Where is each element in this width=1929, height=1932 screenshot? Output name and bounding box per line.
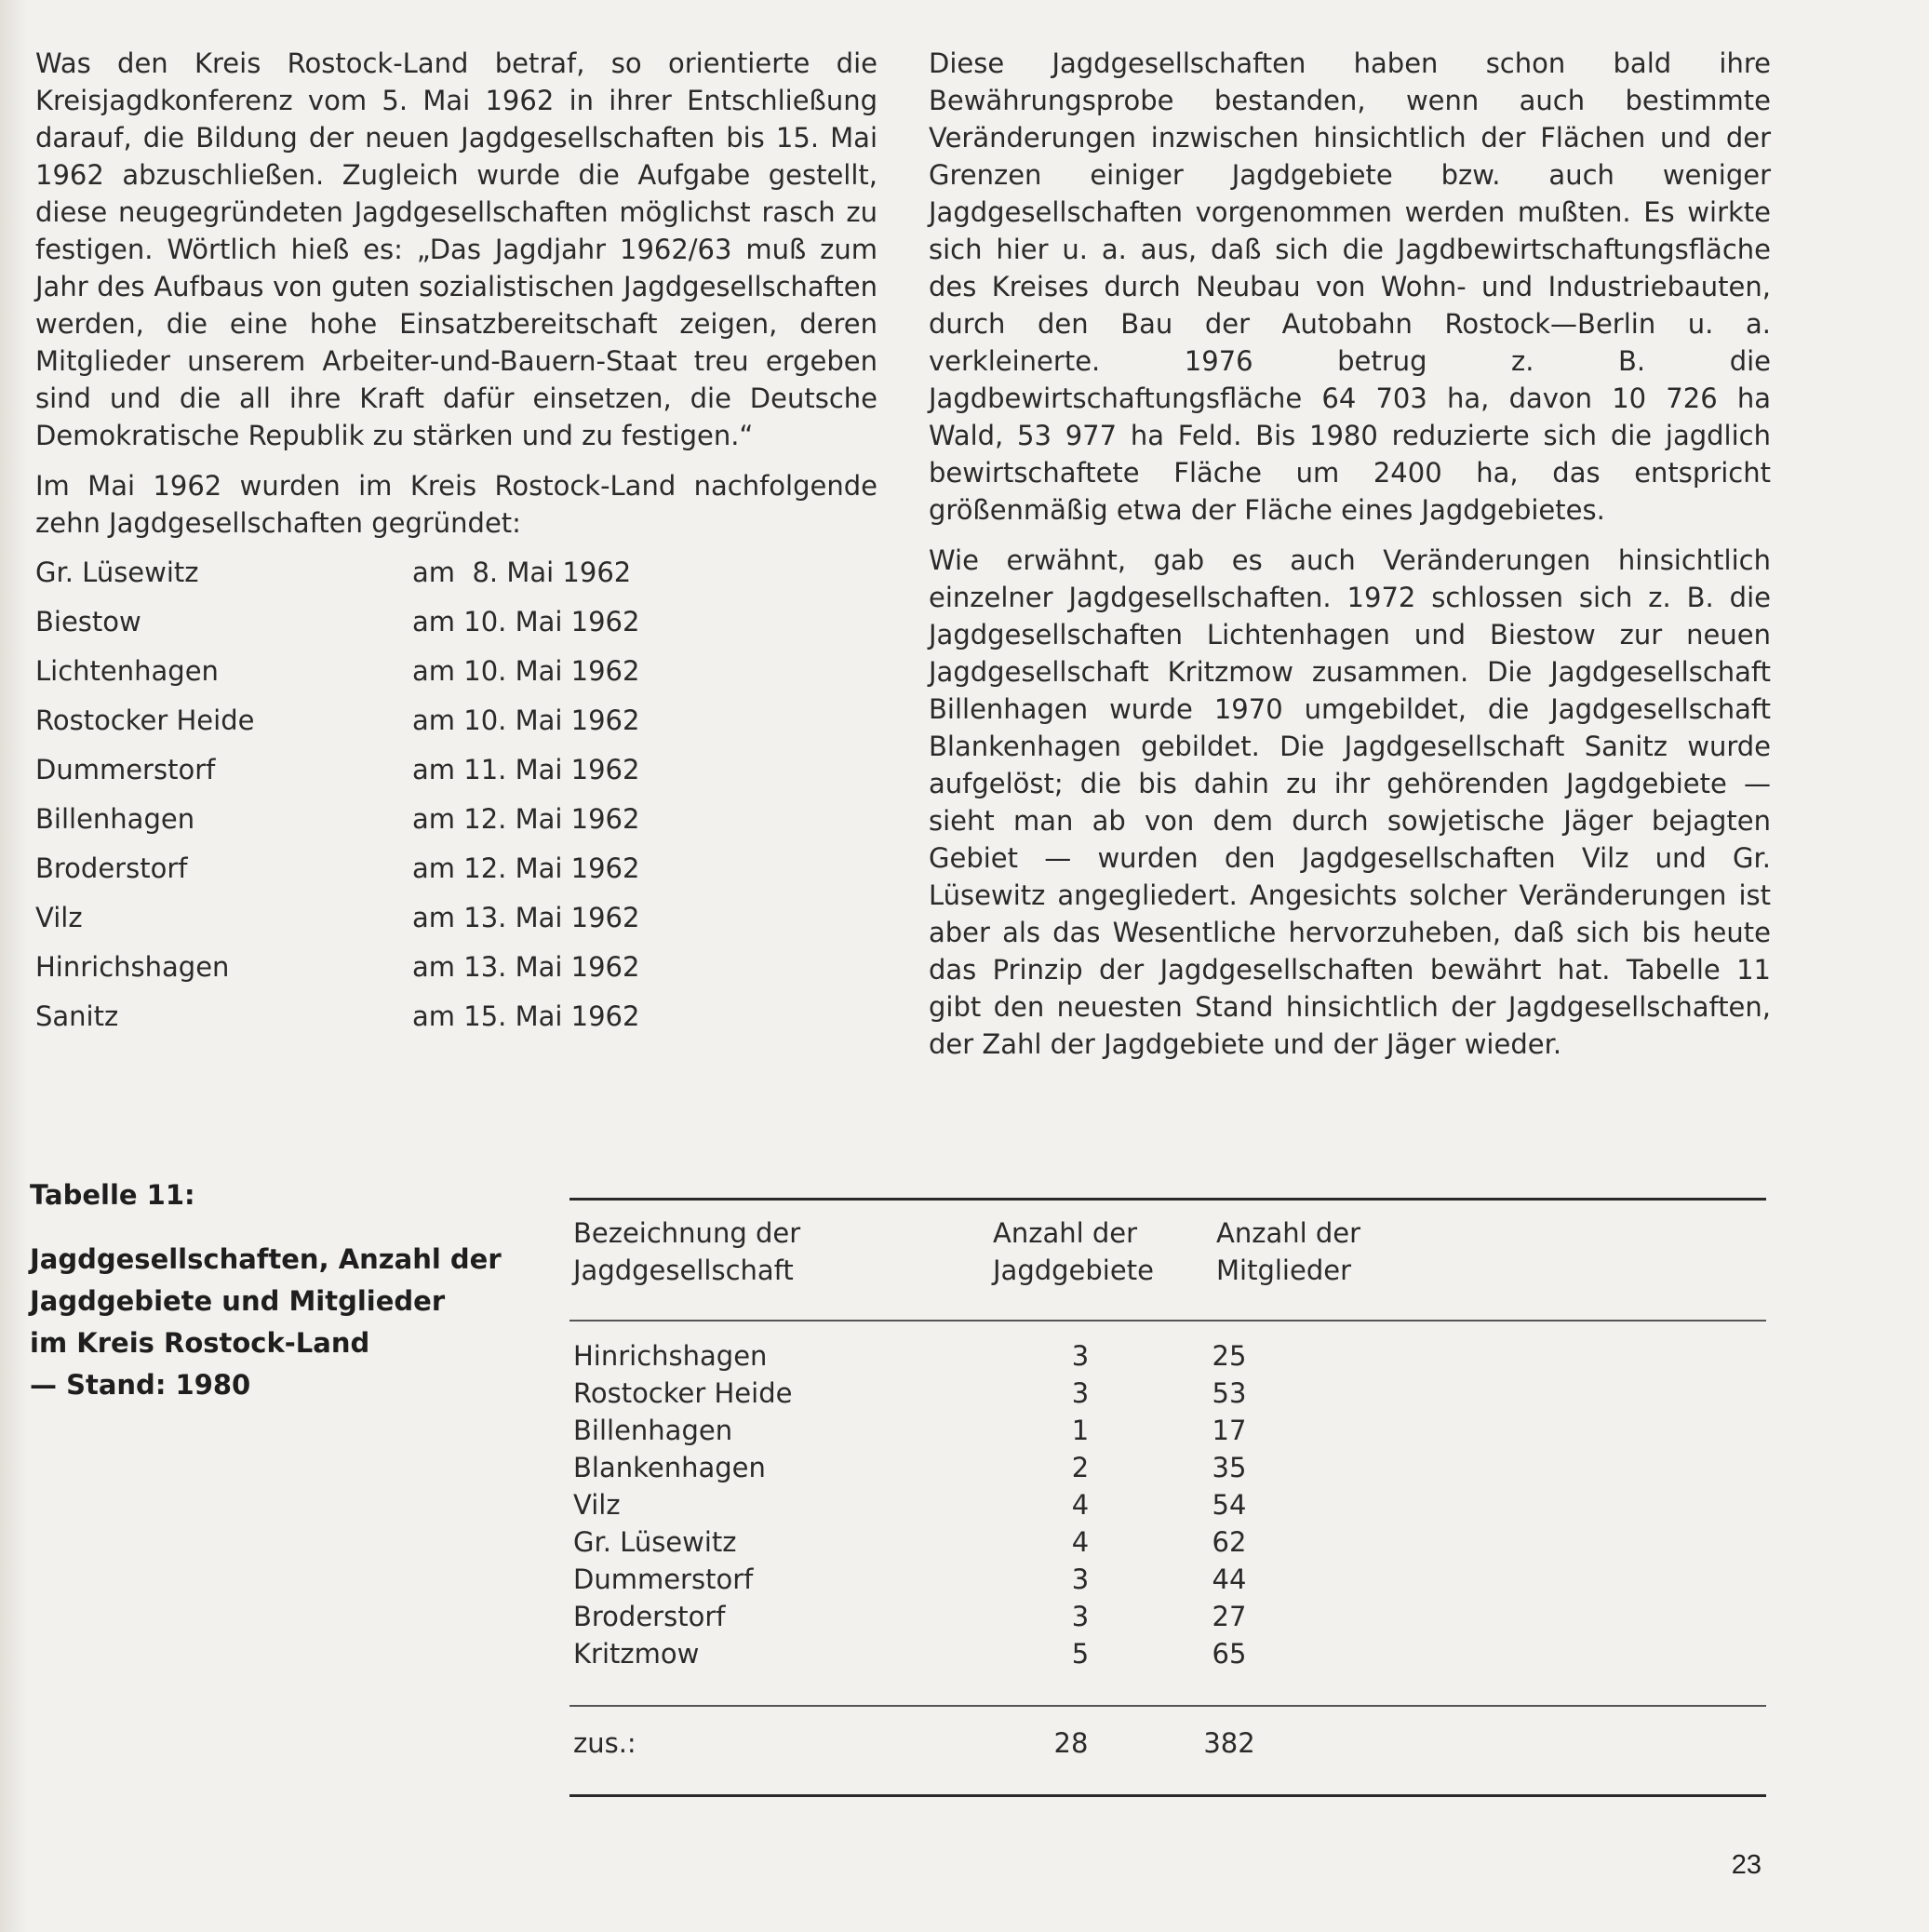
cell-name: Kritzmow: [573, 1638, 700, 1670]
cell-name: Billenhagen: [573, 1415, 733, 1446]
founding-date: am 10. Mai 1962: [412, 654, 640, 687]
table-row: [569, 1598, 1766, 1635]
table-label: Tabelle 11:: [30, 1179, 195, 1211]
right-paragraph-2: Wie erwähnt, gab es auch Veränderungen hinsichtlich einzelner Jagdgesellschaften. 1972 schlossen sich z. B. die Jagdgesellschaften Lichtenhagen und Biestow zur neuen Jagdgesellschaft Kritzmow zusammen. Die Jagdgesellschaft Billenhagen wurde 1970 umgebildet, die Jagdgesellschaft Blankenhagen gebildet. Die Jagdgesellschaft Sanitz wurde aufgelöst; die bis dahin zu ihr gehörenden Jagdgebiete — sieht man ab von dem durch sowjetische Jäger bejagten Gebiet — wurden den Jagdgesellschaften Vilz und Gr. Lüsewitz angegliedert. Angesichts solcher Veränderungen ist aber als das Wesentliche hervorzuheben, daß sich bis heute das Prinzip der Jagdgesellschaften bewährt hat. Tabelle 11 gibt den neuesten Stand hinsichtlich der Jagdgesellschaften, der Zahl der Jagdgebiete und der Jäger wieder.: [929, 544, 1771, 1060]
total-mitglieder: 382: [1203, 1727, 1255, 1759]
founding-name: Rostocker Heide: [35, 704, 255, 736]
table-row: [569, 1337, 1766, 1375]
cell-gebiete: 3: [1071, 1340, 1090, 1372]
table-row: [569, 1561, 1766, 1598]
table-row: [569, 1375, 1766, 1412]
cell-mitglieder: 25: [1212, 1340, 1247, 1372]
cell-name: Vilz: [573, 1489, 621, 1521]
left-paragraph-1: Was den Kreis Rostock-Land betraf, so orientierte die Kreisjagdkonferenz vom 5. Mai 1962 in ihrer Entschließung darauf, die Bildung der neuen Jagdgesellschaften bis 15. Mai 1962 abzuschließen. Zugleich wurde die Aufgabe gestellt, diese neugegründeten Jagdgesellschaften möglichst rasch zu festigen. Wörtlich hieß es: „Das Jagdjahr 1962/63 muß zum Jahr des Aufbaus von guten sozialistischen Jagdgesellschaften werden, die eine hohe Einsatzbereitschaft zeigen, deren Mitglieder unserem Arbeiter-und-Bauern-Staat treu ergeben sind und die all ihre Kraft dafür einsetzen, die Deutsche Demokratische Republik zu stärken und zu festigen.“: [35, 47, 877, 451]
cell-name: Broderstorf: [573, 1601, 726, 1632]
table-row: [569, 1486, 1766, 1523]
founding-name: Dummerstorf: [35, 753, 216, 785]
table-title-line: im Kreis Rostock-Land: [30, 1327, 370, 1359]
cell-mitglieder: 54: [1212, 1489, 1247, 1521]
table-caption: [30, 1174, 523, 1406]
cell-gebiete: 3: [1071, 1563, 1090, 1595]
table-row: [569, 1635, 1766, 1672]
cell-gebiete: 3: [1071, 1377, 1090, 1409]
table-row: [569, 1523, 1766, 1561]
cell-mitglieder: 27: [1212, 1601, 1247, 1632]
right-column: [929, 45, 1771, 1063]
founding-date: am 13. Mai 1962: [412, 901, 640, 933]
cell-gebiete: 5: [1071, 1638, 1090, 1670]
table-total-row: [569, 1724, 1766, 1762]
founding-date: am 13. Mai 1962: [412, 950, 640, 983]
cell-gebiete: 4: [1071, 1526, 1090, 1558]
cell-gebiete: 1: [1071, 1415, 1090, 1446]
cell-name: Hinrichshagen: [573, 1340, 768, 1372]
right-paragraph-1: Diese Jagdgesellschaften haben schon bald ihre Bewährungsprobe bestanden, wenn auch bestimmte Veränderungen inzwischen hinsichtlich der Flächen und der Grenzen einiger Jagdgebiete bzw. auch weniger Jagdgesellschaften vorgenommen werden mußten. Es wirkte sich hier u. a. aus, daß sich die Jagdbewirtschaftungsfläche des Kreises durch Neubau von Wohn- und Industriebauten, durch den Bau der Autobahn Rostock—Berlin u. a. verkleinerte. 1976 betrug z. B. die Jagdbewirtschaftungsfläche 64 703 ha, davon 10 726 ha Wald, 53 977 ha Feld. Bis 1980 reduzierte sich die jagdlich bewirtschaftete Fläche um 2400 ha, das entspricht größenmäßig etwa der Fläche eines Jagdgebietes.: [929, 47, 1771, 526]
founding-date: am 15. Mai 1962: [412, 1000, 640, 1032]
left-column: [35, 45, 877, 1040]
founding-list-item: [35, 695, 877, 745]
founding-list-item: [35, 646, 877, 695]
founding-name: Gr. Lüsewitz: [35, 556, 199, 588]
table-body: [569, 1337, 1766, 1672]
founding-list-item: [35, 597, 877, 646]
founding-list-item: [35, 991, 877, 1040]
header-text: Jagdgesellschaft: [573, 1254, 794, 1286]
founding-list: [35, 547, 877, 1040]
founding-name: Broderstorf: [35, 852, 188, 884]
cell-mitglieder: 53: [1212, 1377, 1247, 1409]
total-gebiete: 28: [1053, 1727, 1089, 1759]
table-title-line: Jagdgesellschaften, Anzahl der: [30, 1243, 502, 1275]
header-text: Jagdgebiete: [993, 1254, 1154, 1286]
header-text: Bezeichnung der: [573, 1217, 801, 1249]
cell-name: Blankenhagen: [573, 1452, 766, 1483]
founding-name: Vilz: [35, 901, 83, 933]
header-mitglieder: [1216, 1214, 1360, 1289]
founding-date: am 12. Mai 1962: [412, 802, 640, 835]
founding-date: am 10. Mai 1962: [412, 704, 640, 736]
table-title-line: — Stand: 1980: [30, 1369, 251, 1401]
founding-list-item: [35, 892, 877, 942]
founding-list-item: [35, 547, 877, 597]
founding-name: Hinrichshagen: [35, 950, 230, 983]
left-paragraph-2: Im Mai 1962 wurden im Kreis Rostock-Land nachfolgende zehn Jagdgesellschaften gegründet:: [35, 470, 877, 539]
total-label: zus.:: [573, 1727, 636, 1759]
header-text: Anzahl der: [1216, 1217, 1361, 1249]
cell-gebiete: 4: [1071, 1489, 1090, 1521]
page-binding-shadow: [0, 0, 28, 1932]
cell-name: Gr. Lüsewitz: [573, 1526, 737, 1558]
founding-date: am 11. Mai 1962: [412, 753, 640, 785]
cell-gebiete: 3: [1071, 1601, 1090, 1632]
cell-gebiete: 2: [1071, 1452, 1090, 1483]
header-bezeichnung: [573, 1214, 800, 1289]
table-total-rule: [569, 1705, 1766, 1707]
page-number: 23: [1731, 1850, 1762, 1880]
header-jagdgebiete: [993, 1214, 1154, 1289]
cell-mitglieder: 62: [1212, 1526, 1247, 1558]
cell-name: Rostocker Heide: [573, 1377, 793, 1409]
header-text: Anzahl der: [993, 1217, 1138, 1249]
cell-mitglieder: 35: [1212, 1452, 1247, 1483]
founding-date: am 8. Mai 1962: [412, 556, 632, 588]
table-row: [569, 1412, 1766, 1449]
table-row: [569, 1449, 1766, 1486]
table-title-line: Jagdgebiete und Mitglieder: [30, 1285, 446, 1317]
founding-name: Lichtenhagen: [35, 654, 219, 687]
founding-name: Billenhagen: [35, 802, 195, 835]
table-bottom-rule: [569, 1794, 1766, 1797]
cell-name: Dummerstorf: [573, 1563, 754, 1595]
founding-list-item: [35, 942, 877, 991]
founding-name: Sanitz: [35, 1000, 119, 1032]
cell-mitglieder: 17: [1212, 1415, 1247, 1446]
table-top-rule: [569, 1198, 1766, 1201]
founding-name: Biestow: [35, 605, 141, 637]
cell-mitglieder: 44: [1212, 1563, 1247, 1595]
header-text: Mitglieder: [1216, 1254, 1351, 1286]
founding-list-item: [35, 794, 877, 843]
table-header-rule: [569, 1320, 1766, 1322]
founding-date: am 12. Mai 1962: [412, 852, 640, 884]
cell-mitglieder: 65: [1212, 1638, 1247, 1670]
founding-date: am 10. Mai 1962: [412, 605, 640, 637]
founding-list-item: [35, 843, 877, 892]
founding-list-item: [35, 745, 877, 794]
